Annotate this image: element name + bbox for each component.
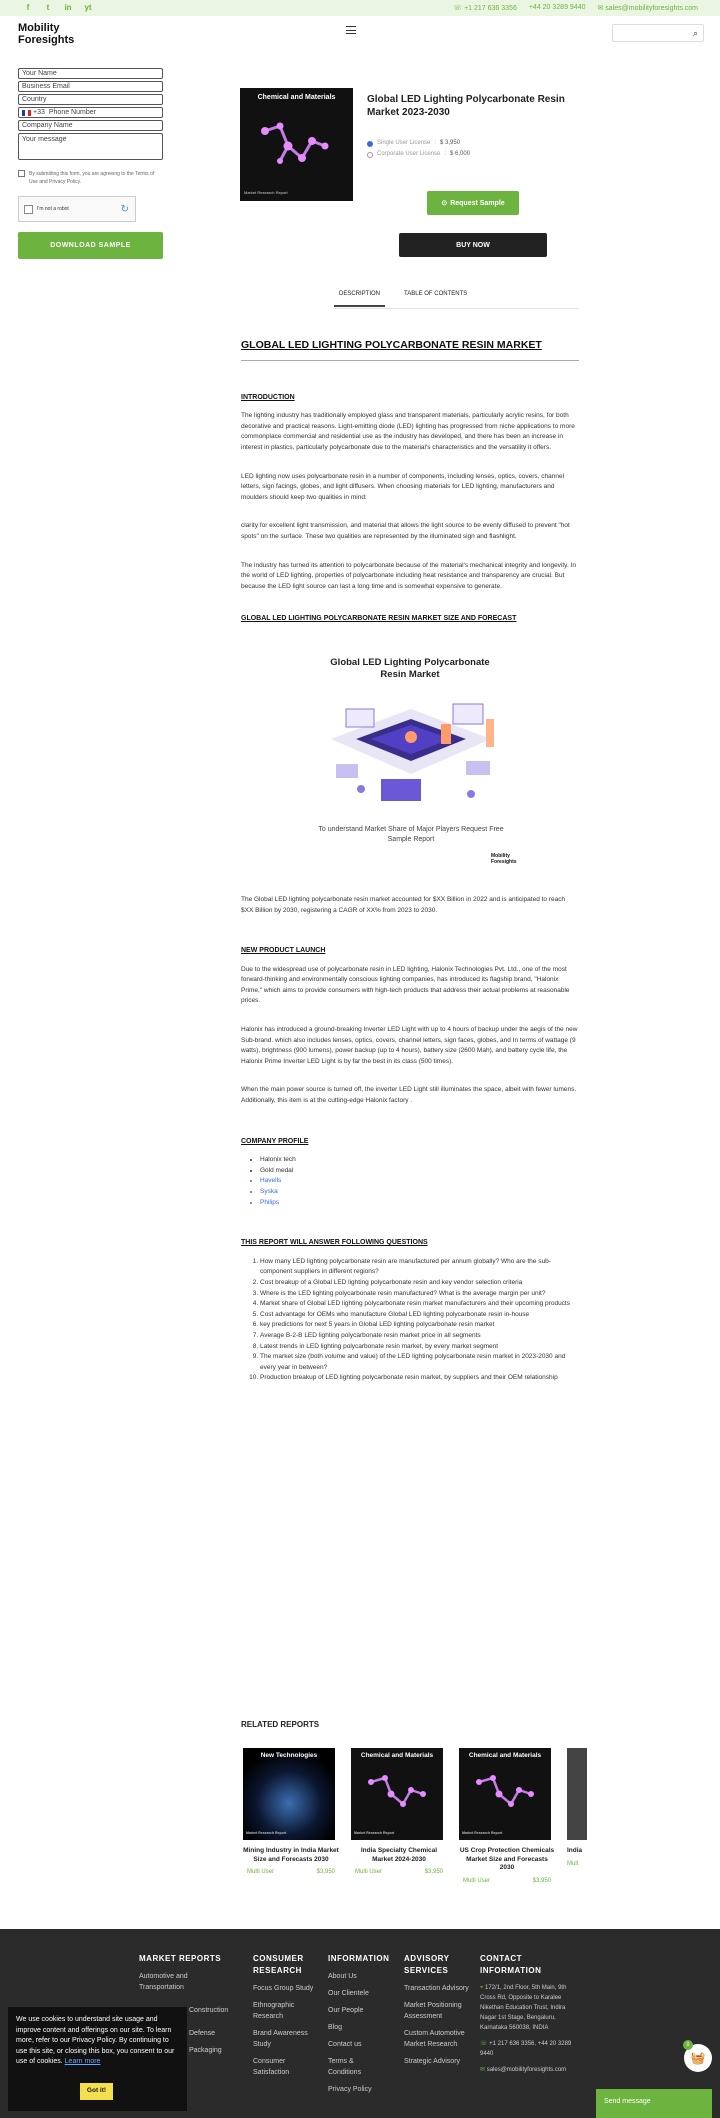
- tab-table-of-contents[interactable]: TABLE OF CONTENTS: [404, 291, 468, 297]
- card-license: Mult: [567, 1860, 579, 1867]
- card-license: Multi User: [355, 1869, 383, 1875]
- footer-link[interactable]: Focus Group Study: [253, 1985, 314, 1992]
- phone-icon: ☏: [480, 2041, 490, 2047]
- report-cover-image[interactable]: [351, 1748, 443, 1840]
- footer-heading: MARKET REPORTS: [139, 1954, 222, 1963]
- list-item: 9. The market size (both volume and value) of the LED lighting polycarbonate resin market in 2023-2030 and every year in between?: [260, 1352, 579, 1373]
- company-link-syska[interactable]: • Syska: [260, 1187, 579, 1198]
- report-description: [241, 340, 579, 1384]
- card-price-row: [351, 1869, 447, 1875]
- intro-paragraph-4: The industry has turned its attention to polycarbonate because of the material's mechanical integrity and longevity. In the world of LED lighting, properties of polycarbonate including heat resistance and transparency are crucial. But because the LED light source can last a long time and is somewhat expensive to generate.: [241, 561, 576, 590]
- figure-title: Global LED Lighting Polycarbonate Resin Market: [330, 656, 490, 680]
- message-field[interactable]: Your message: [18, 133, 163, 160]
- related-report-card[interactable]: [567, 1748, 663, 1867]
- card-cover-footer: Market Research Report: [462, 1831, 503, 1835]
- footer-heading: CONSUMER RESEARCH: [253, 1954, 304, 1975]
- license-1-label: Single User License: [377, 140, 431, 146]
- social-links: [22, 3, 94, 12]
- phone-link-1[interactable]: ☏ +1 217 636 3356: [453, 5, 517, 12]
- footer-link[interactable]: Terms & Conditions: [328, 2058, 362, 2076]
- sample-request-form: [18, 68, 163, 259]
- license-2-label: Corporate User License: [377, 151, 441, 157]
- list-item: 1. How many LED lighting polycarbonate resin are manufactured per annum globally? Who are the sub-component suppliers in different regions?: [260, 1257, 579, 1278]
- list-item: 6. key predictions for next 5 years in Global LED lighting polycarbonate resin market: [260, 1320, 579, 1331]
- isometric-dashboard-illustration: [241, 679, 579, 829]
- list-item: 5. Cost advantage for OEMs who manufacture Global LED lighting polycarbonate resin in-house: [260, 1310, 579, 1321]
- consent-text: By submitting this form, you are agreeing to the Terms of Use and Privacy Policy.: [29, 171, 155, 185]
- tab-divider: [334, 308, 579, 309]
- card-price-row: [567, 1861, 663, 1867]
- launch-paragraph-2: Halonix has introduced a ground-breaking Inverter LED Light with up to 4 hours of backup under the aegis of the new Sub-brand. which also includes lenses, optics, covers, channel letters, sign faces, globes, and In terms of wattage (9 watts), brightness (900 lumens), power backup (up to 4 hours), battery size (2600 Mah), and battery cycle life, the Halonix Prime Inverter LED Light is by far the best in its class (500 times).: [241, 1026, 578, 1065]
- request-sample-button[interactable]: [427, 191, 519, 215]
- youtube-icon[interactable]: yt: [84, 3, 92, 12]
- address-text: 172/1, 2nd Floor, 5th Main, 9th Cross Rd, Opposite to Karalee Nikethan Education Trust, Indira Nagar 1st Stage, Bengaluru, Karnataka 560038, INDIA: [480, 1985, 567, 2031]
- footer-link[interactable]: Construction: [189, 2007, 229, 2014]
- report-cover-image[interactable]: [459, 1748, 551, 1840]
- size-paragraph: The Global LED lighting polycarbonate resin market accounted for $XX Billion in 2022 and is anticipated to reach $XX Billion by 2030, registering a CAGR of XX% from 2023 to 2030.: [241, 895, 566, 914]
- card-title[interactable]: India: [567, 1847, 583, 1854]
- related-report-card[interactable]: [243, 1748, 339, 1875]
- card-price: $3,950: [532, 1877, 551, 1884]
- cover-footer: Market Research Report: [244, 190, 288, 195]
- figure-logo: [491, 853, 517, 865]
- list-item: 2. Cost breakup of a Global LED lighting polycarbonate resin and key vendor selection criteria: [260, 1278, 579, 1289]
- launch-paragraph-3: When the main power source is turned off, the inverter LED Light still illuminates the space, albeit with fewer lumens. Additionally, this item is at the cutting-edge Halonix factory .: [241, 1086, 577, 1105]
- content-tabs: [334, 286, 472, 307]
- company-link-havells[interactable]: • Havells: [260, 1176, 579, 1187]
- product-title: Global LED Lighting Polycarbonate Resin Market 2023-2030: [367, 94, 565, 118]
- phone-code[interactable]: +33: [33, 109, 45, 116]
- card-price: $3,950: [424, 1869, 443, 1875]
- search-input[interactable]: [612, 24, 704, 42]
- footer-link[interactable]: Privacy Policy: [328, 2086, 372, 2093]
- list-item: • Halonix tech: [260, 1155, 579, 1166]
- footer-heading: INFORMATION: [328, 1954, 390, 1963]
- phone-link-2[interactable]: +44 20 3289 9440: [528, 4, 586, 11]
- linkedin-icon[interactable]: in: [64, 3, 72, 12]
- email-field[interactable]: Business Email: [18, 81, 163, 92]
- footer-link[interactable]: Strategic Advisory: [404, 2058, 461, 2065]
- related-reports-carousel: [241, 1748, 583, 1884]
- license-2-price: $ 6,000: [450, 151, 471, 157]
- footer-link[interactable]: Consumer Satisfaction: [253, 2058, 290, 2076]
- report-cover-image[interactable]: [243, 1748, 335, 1840]
- card-cover-footer: Market Research Report: [246, 1831, 287, 1835]
- download-icon: ⊙: [441, 200, 448, 207]
- card-cover-footer: Market Research Report: [354, 1831, 395, 1835]
- card-category: Chemical and Materials: [468, 1752, 542, 1759]
- recaptcha: [18, 196, 136, 222]
- footer-link[interactable]: Our People: [328, 2007, 364, 2014]
- card-price-row: [459, 1878, 555, 1884]
- consent-row: [18, 170, 163, 186]
- footer-link[interactable]: Packaging: [189, 2047, 222, 2054]
- twitter-icon[interactable]: t: [46, 3, 50, 12]
- list-item: 8. Latest trends in LED lighting polycarbonate resin market, by every market segment: [260, 1342, 579, 1353]
- figure-caption: To understand Market Share of Major Players Request Free Sample Report: [318, 825, 504, 843]
- divider: [241, 360, 579, 361]
- footer-col-contact: [480, 1953, 580, 2076]
- footer-email[interactable]: [480, 2065, 580, 2076]
- footer-col-advisory: [404, 1953, 470, 2067]
- list-item: 4. Market share of Global LED lighting polycarbonate resin market manufacturers and their upcoming products: [260, 1299, 579, 1310]
- location-icon: ⌖: [480, 1985, 486, 1991]
- footer-link[interactable]: Contact us: [328, 2041, 362, 2048]
- send-message-chat-button[interactable]: Send message: [596, 2089, 712, 2118]
- footer-link[interactable]: Ethnographic Research: [253, 2002, 295, 2020]
- footer-col-consumer-research: [253, 1953, 317, 2078]
- footer-link[interactable]: Defense: [189, 2030, 216, 2037]
- related-report-card[interactable]: [351, 1748, 447, 1875]
- list-item: • Gold medal: [260, 1166, 579, 1177]
- market-infographic[interactable]: [241, 647, 579, 873]
- request-sample-label: Request Sample: [450, 199, 505, 207]
- card-price-row: [243, 1869, 339, 1875]
- footer-address: [480, 1983, 580, 2033]
- phone-text: +1 217 636 3356, +44 20 3289 9440: [480, 2041, 572, 2057]
- footer-link[interactable]: Automotive and Transportation: [139, 1973, 188, 1991]
- size-heading: GLOBAL LED LIGHTING POLYCARBONATE RESIN MARKET SIZE AND FORECAST: [241, 615, 517, 623]
- card-title[interactable]: India Specialty Chemical Market 2024-2030: [360, 1847, 438, 1863]
- intro-heading: INTRODUCTION: [241, 393, 295, 401]
- intro-paragraph-2: LED lighting now uses polycarbonate resin in a number of components, including lenses, optics, covers, channel letters, sign facings, globes, and light diffusers. When choosing materials for LED lighting, manufacturers and moulders should keep two qualities in mind:: [241, 472, 565, 501]
- footer-col-information: [328, 1953, 390, 2095]
- phone-1: +1 217 636 3356: [464, 5, 517, 12]
- country-field[interactable]: Country: [18, 94, 163, 105]
- profile-heading: COMPANY PROFILE: [241, 1137, 309, 1145]
- learn-more-link[interactable]: Learn more: [64, 2058, 101, 2065]
- name-field[interactable]: Your Name: [18, 68, 163, 79]
- card-price: $3,950: [316, 1869, 335, 1875]
- list-item: 3. Where is the LED lighting polycarbonate resin manufactured? What is the average margin per unit?: [260, 1289, 579, 1300]
- related-report-card[interactable]: [459, 1748, 555, 1884]
- logo-line-2: Foresights: [18, 34, 75, 46]
- facebook-icon[interactable]: f: [26, 3, 30, 12]
- company-field[interactable]: Company Name: [18, 120, 163, 131]
- intro-paragraph-3: clarity for excellent light transmission, and material that allows the light source to be evenly diffused to prevent "hot spots" on the surface. These two qualities are represented by the illuminated sign and flashlight.: [241, 522, 570, 540]
- figure-logo-line-1: Mobility: [491, 852, 510, 859]
- flag-icon[interactable]: [22, 110, 31, 116]
- footer-heading: CONTACT INFORMATION: [480, 1954, 542, 1975]
- footer-link[interactable]: Blog: [328, 2024, 343, 2031]
- molecule-graphic: [240, 106, 353, 186]
- tab-description[interactable]: DESCRIPTION: [334, 286, 385, 307]
- radio-selected-icon[interactable]: [367, 141, 373, 147]
- license-1-price: $ 3,950: [440, 140, 461, 146]
- site-logo[interactable]: [18, 22, 88, 46]
- logo-line-1: Mobility: [18, 22, 60, 34]
- email: sales@mobilityforesights.com: [605, 5, 698, 12]
- footer-link[interactable]: Transaction Advisory: [404, 1985, 469, 1992]
- contact-links: [453, 4, 698, 12]
- list-item: 10. Production breakup of LED lighting polycarbonate resin market, by suppliers and their OEM relationship: [260, 1373, 579, 1384]
- cookie-banner: [8, 2007, 187, 2111]
- figure-logo-line-2: Foresights: [491, 858, 517, 865]
- email-link[interactable]: ✉ sales@mobilityforesights.com: [597, 5, 698, 12]
- company-list: [241, 1155, 579, 1208]
- cart-basket-icon[interactable]: 🧺: [684, 2044, 712, 2072]
- card-title[interactable]: Mining Industry in India Market Size and Forecasts 2030: [243, 1847, 339, 1863]
- cart-count-badge: 0: [683, 2040, 693, 2050]
- card-license: Multi User: [247, 1869, 275, 1875]
- molecule-graphic: [459, 1764, 551, 1824]
- captcha-label: I'm not a robot: [37, 206, 69, 212]
- footer-phone[interactable]: [480, 2039, 580, 2059]
- menu-hamburger-icon[interactable]: [346, 26, 356, 34]
- card-category: Chemical and Materials: [360, 1752, 434, 1759]
- intro-paragraph-1: The lighting industry has traditionally employed glass and transparent materials, particularly acrylic resins, for both decorative and practical reasons. Light-emitting diode (LED) lighting has progressed from niche applications to more commonplace commercial and residential use as the industry has developed, and there has been an increase in interest in plastics, particularly polycarbonate due to the material's characteristics and the versatility it offers.: [241, 412, 575, 451]
- footer-link[interactable]: Brand Awareness Study: [253, 2030, 308, 2048]
- site-header: [0, 16, 720, 56]
- report-cover-image[interactable]: [567, 1748, 587, 1840]
- top-bar: [0, 0, 720, 16]
- launch-heading: NEW PRODUCT LAUNCH: [241, 947, 326, 955]
- footer-link[interactable]: Our Clientele: [328, 1990, 369, 1997]
- radio-icon[interactable]: [367, 152, 373, 158]
- footer-link[interactable]: Custom Automotive Market Research: [404, 2030, 465, 2048]
- related-reports-heading: RELATED REPORTS: [241, 1720, 320, 1729]
- phone-field[interactable]: [18, 107, 163, 118]
- footer-link[interactable]: Market Positioning Assessment: [404, 2002, 462, 2020]
- captcha-checkbox[interactable]: [24, 205, 33, 214]
- email-text: sales@mobilityforesights.com: [486, 2067, 567, 2073]
- phone-placeholder: Phone Number: [48, 109, 96, 116]
- card-title[interactable]: US Crop Protection Chemicals Market Size and Forecasts 2030: [459, 1847, 555, 1871]
- company-link-philips[interactable]: • Philips: [260, 1198, 579, 1209]
- cookie-accept-button[interactable]: Got it!: [80, 2083, 113, 2100]
- molecule-graphic: [351, 1764, 443, 1824]
- recaptcha-icon: ↻: [120, 203, 129, 215]
- launch-paragraph-1: Due to the widespread use of polycarbonate resin in LED lighting, Halonix Technologies Pvt. Ltd., one of the most forward-thinking and environmentally conscious lighting companies, has introduced its flagship brand, "Halonix Prime," which aims to provide consumers with high-tech products that address their actual problems at reasonable prices.: [241, 965, 570, 1005]
- footer-heading: ADVISORY SERVICES: [404, 1954, 450, 1975]
- buy-now-button[interactable]: BUY NOW: [399, 233, 547, 257]
- consent-checkbox[interactable]: [18, 170, 25, 177]
- card-license: Multi User: [463, 1877, 491, 1884]
- report-cover-image: [240, 88, 353, 201]
- questions-heading: THIS REPORT WILL ANSWER FOLLOWING QUESTIONS: [241, 1239, 428, 1247]
- card-category: New Technologies: [260, 1752, 318, 1759]
- license-option-corporate[interactable]: Corporate User License : $ 6,000: [367, 149, 470, 160]
- license-options: [367, 138, 470, 160]
- search-icon[interactable]: ⌕: [692, 28, 698, 38]
- list-item: 7. Average B-2-B LED lighting polycarbonate resin market price in all segments: [260, 1331, 579, 1342]
- download-sample-button[interactable]: DOWNLOAD SAMPLE: [18, 232, 163, 259]
- cookie-text: We use cookies to understand site usage and improve content and offerings on our site. To learn more, refer to our Privacy Policy. By continuing to use this site, or closing this box, you consent to our use of cookies.: [16, 2016, 175, 2065]
- questions-list: [241, 1257, 579, 1384]
- license-option-single[interactable]: Single User License : $ 3,950: [367, 138, 470, 149]
- email-icon: ✉: [480, 2067, 487, 2073]
- cover-category: Chemical and Materials: [257, 94, 336, 101]
- main-heading: GLOBAL LED LIGHTING POLYCARBONATE RESIN MARKET: [241, 339, 542, 351]
- footer-link[interactable]: About Us: [328, 1973, 357, 1980]
